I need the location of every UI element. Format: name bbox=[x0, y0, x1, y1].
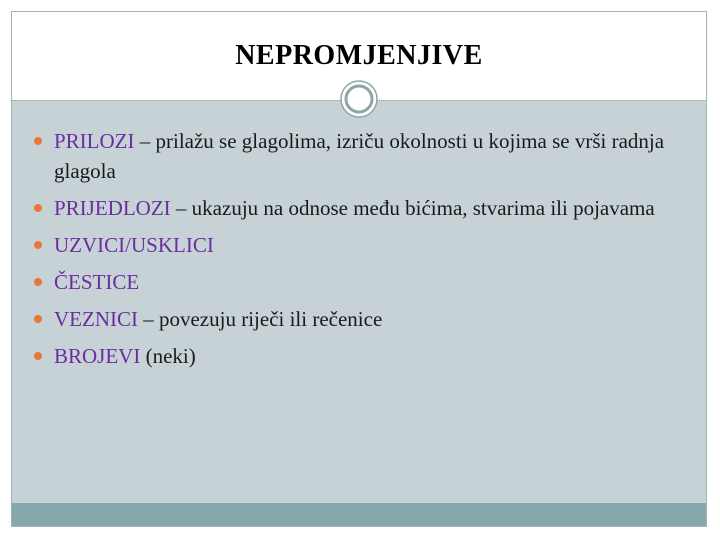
bullet-term: UZVICI/USKLICI bbox=[54, 233, 214, 257]
bullet-term: PRILOZI bbox=[54, 129, 135, 153]
bullet-text: – prilažu se glagolima, izriču okolnosti u kojima se vrši radnja glagola bbox=[54, 129, 665, 183]
footer-band bbox=[12, 503, 706, 526]
list-item bbox=[34, 341, 674, 371]
bullet-term: ČESTICE bbox=[54, 270, 140, 294]
bullet-text: (neki) bbox=[140, 344, 196, 368]
bullet-list bbox=[34, 126, 674, 378]
circle-ornament-icon bbox=[339, 79, 379, 119]
bullet-text: – povezuju riječi ili rečenice bbox=[137, 307, 383, 331]
bullet-icon bbox=[34, 241, 42, 249]
bullet-icon bbox=[34, 352, 42, 360]
list-item bbox=[34, 193, 674, 223]
bullet-icon bbox=[34, 204, 42, 212]
list-item bbox=[34, 230, 674, 260]
slide-title: NEPROMJENJIVE bbox=[235, 40, 483, 71]
bullet-icon bbox=[34, 315, 42, 323]
bullet-icon bbox=[34, 137, 42, 145]
list-item bbox=[34, 304, 674, 334]
list-item bbox=[34, 267, 674, 297]
bullet-icon bbox=[34, 278, 42, 286]
bullet-term: PRIJEDLOZI bbox=[54, 196, 171, 220]
slide-frame bbox=[11, 11, 707, 527]
bullet-term: BROJEVI bbox=[54, 344, 141, 368]
bullet-term: VEZNICI bbox=[54, 307, 138, 331]
bullet-text: – ukazuju na odnose među bićima, stvarima ili pojavama bbox=[170, 196, 655, 220]
list-item bbox=[34, 126, 674, 186]
